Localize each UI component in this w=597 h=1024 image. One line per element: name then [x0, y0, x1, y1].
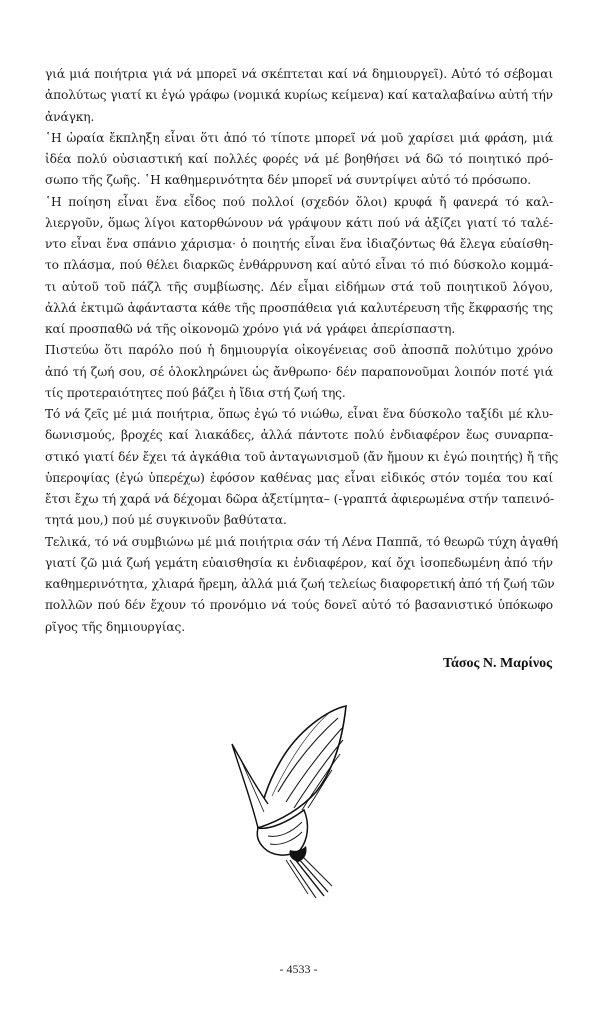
text-line: δωνισμούς, βροχές καί λιακάδες, ἀλλά πάντοτε πολύ ἐνδιαφέρον ἕως συναρπα-	[45, 428, 553, 443]
text-line: ῾Η ὡραία ἔκπληξη εἶναι ὅτι ἀπό τό τίποτε μπορεῖ νά μοῦ χαρίσει μιά φράση, μιά	[45, 130, 553, 145]
text-line: καθημερινότητα, χλιαρά ἤρεμη, ἀλλά μιά ζωή τελείως διαφορετική ἀπό τή ζωή τῶν	[45, 577, 555, 591]
text-line: γιά μιά ποιήτρια γιά νά μπορεῖ νά σκέπτεται καί νά δημιουργεῖ). Αὐτό τό σέβομαι	[45, 67, 553, 81]
text-line: Τό νά ζεῖς μέ μιά ποιήτρια, ὅπως ἐγώ τό νιώθω, εἶναι ἕνα δύσκολο ταξίδι μέ κλυ-	[45, 407, 553, 421]
paragraph	[45, 64, 553, 128]
text-line: ἀπολύτως γιατί κι ἐγώ γράφω (νομικά κυρίως κείμενα) καί καταλαβαίνω αὐτή τήν	[45, 88, 553, 103]
text-line: γιατί ζῶ μιά ζωή γεμάτη εὐαισθησία κι ἐνδιαφέρον, καί ὄχι ἰσοπεδωμένη ἀπό τήν	[45, 555, 553, 570]
text-line: Τελικά, τό νά συμβιώνω μέ μιά ποιήτρια σάν τή Λένα Παππᾶ, τό θεωρῶ τύχη ἀγαθή	[45, 534, 558, 549]
text-line: καί προσπαθῶ νά τῆς οἰκονομῶ χρόνο γιά νά γράφει ἀπερίσπαστη.	[45, 322, 456, 336]
text-line: τητά μου,) πού μέ συγκινοῦν βαθύτατα.	[45, 513, 287, 528]
text-line: ἰδέα πολύ οὐσιαστική καί πολλές φορές νά μέ βοηθήσει νά δῶ τό ποιητικό πρό-	[45, 152, 553, 166]
bird-drawing	[228, 700, 378, 900]
text-line: ἀνάγκη.	[45, 109, 95, 124]
text-line: ῾Η ποίηση εἶναι ἕνα εἶδος πού πολλοί (σχεδόν ὅλοι) κρυφά ἤ φανερά τό καλ-	[45, 194, 553, 209]
text-line: το πλάσμα, πού θέλει διαρκῶς ἐνθάρρυνση καί αὐτό εἶναι τό πιό δύσκολο κομμά-	[45, 258, 553, 273]
text-line: στικό γιατί δέν ἔχει τά ἀγκάθια τοῦ ἀνταγωνισμοῦ (ἄν ἤμουν κι ἐγώ ποιητής) ἤ τῆς	[45, 449, 559, 464]
paragraph	[45, 340, 553, 404]
text-line: τίς προτεραιότητες πού βάζει ἡ ἴδια στή ζωή της.	[45, 385, 346, 400]
text-line: ὑπεροψίας (ἐγώ ὑπερέχω) ἐφόσον καθένας μας εἶναι εἰδικός στόν τομέα του καί	[45, 470, 553, 485]
paragraph	[45, 404, 559, 532]
text-line: ἀλλά ἐκτιμῶ ἀφάνταστα κάθε τῆς προσπάθεια γιά καλυτέρευση τῆς ἔκφρασής της	[45, 300, 553, 315]
text-line: λιεργοῦν, ὅμως λίγοι κατορθώνουν νά γράψουν κάτι πού νά ἀξίζει γιατί τό ταλέ-	[45, 215, 553, 230]
text-line: πολλῶν πού δέν ἔχουν τό προνόμιο νά τούς δονεῖ αὐτό τό βασανιστικό ὑπόκωφο	[45, 598, 553, 613]
text-line: τι αὐτοῦ τοῦ πάζλ τῆς συμβίωσης. Δέν εἶμαι εἰδήμων στά τοῦ ποιητικοῦ λόγου,	[45, 279, 553, 294]
paragraph	[45, 532, 558, 638]
author-signature: Τάσος Ν. Μαρίνος	[442, 656, 552, 671]
text-line: ἀπό τή ζωή σου, σέ ὁλοκληρώνει ὡς ἄνθρωπο· δέν παραπονοῦμαι λοιπόν ποτέ γιά	[45, 364, 553, 379]
paragraph	[45, 128, 553, 192]
paragraph	[45, 192, 553, 341]
text-line: ρῖγος τῆς δημιουργίας.	[45, 619, 186, 634]
article-body	[45, 64, 559, 638]
text-line: ντο εἶναι ἕνα σπάνιο χάρισμα· ὁ ποιητής εἶναι ἕνα ἰδιαζόντως θά ἔλεγα εὐαίσθη-	[45, 237, 553, 251]
page-number: - 4533 -	[279, 962, 318, 976]
text-line: σωπο τῆς ζωῆς. ῾Η καθημερινότητα δέν μπορεῖ νά συντρίψει αὐτό τό πρόσωπο.	[45, 173, 531, 188]
text-line: ἔτσι ἔχω τή χαρά νά δέχομαι δῶρα ἀξετίμητα– (-γραπτά ἀφιερωμένα στήν ταπεινό-	[45, 492, 554, 506]
text-line: Πιστεύω ὅτι παρόλο πού ἡ δημιουργία οἰκογένειας σοῦ ἀποσπᾶ πολύτιμο χρόνο	[45, 343, 553, 358]
